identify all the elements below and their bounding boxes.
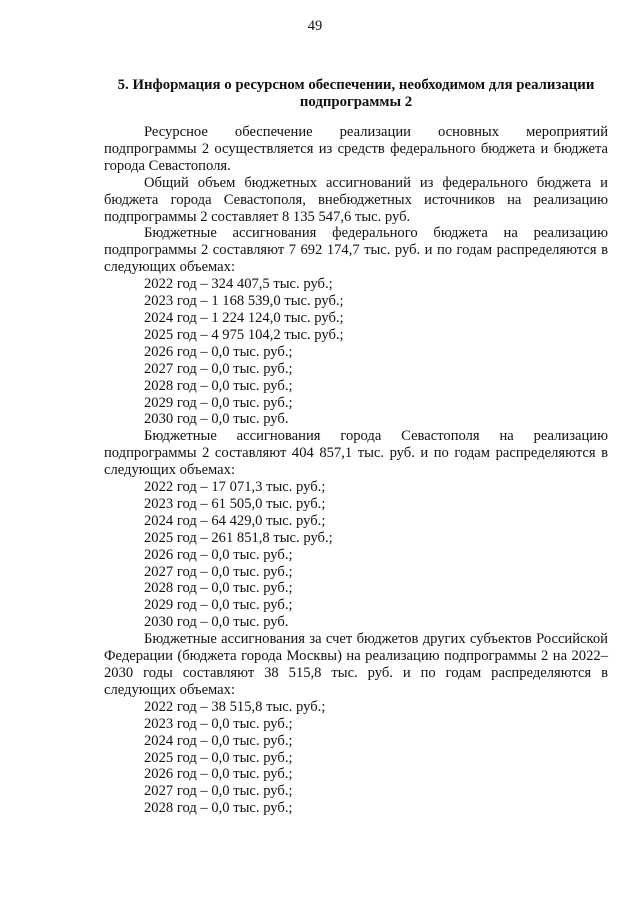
city-year-item: 2027 год – 0,0 тыс. руб.;: [144, 563, 293, 580]
federal-budget-paragraph: Бюджетные ассигнования федерального бюджета на реализацию подпрограммы 2 составляют 7 692 174,7 тыс. руб. и по годам распределяются в следующих объемах:: [104, 225, 608, 276]
city-year-item: 2025 год – 261 851,8 тыс. руб.;: [144, 529, 333, 546]
section-title-line-2: подпрограммы 2: [299, 94, 413, 110]
federal-year-item: 2027 год – 0,0 тыс. руб.;: [144, 360, 293, 377]
other-year-item: 2023 год – 0,0 тыс. руб.;: [144, 715, 293, 732]
federal-year-item: 2022 год – 324 407,5 тыс. руб.;: [144, 276, 333, 293]
other-year-item: 2027 год – 0,0 тыс. руб.;: [144, 783, 293, 800]
federal-year-item: 2026 год – 0,0 тыс. руб.;: [144, 343, 293, 360]
federal-year-item: 2023 год – 1 168 539,0 тыс. руб.;: [144, 293, 344, 310]
city-year-item: 2024 год – 64 429,0 тыс. руб.;: [144, 512, 326, 529]
intro-paragraph-1: Ресурсное обеспечение реализации основных мероприятий подпрограммы 2 осуществляется из средств федерального бюджета и бюджета города Севастополя.: [104, 124, 608, 174]
other-year-item: 2024 год – 0,0 тыс. руб.;: [144, 732, 293, 749]
intro-paragraph-2: Общий объем бюджетных ассигнований из федерального бюджета и бюджета города Севастополя, внебюджетных источников на реализацию подпрограммы 2 составляет 8 135 547,6 тыс. руб.: [104, 174, 608, 225]
section-title: [104, 77, 608, 111]
city-year-item: 2030 год – 0,0 тыс. руб.: [144, 614, 289, 631]
city-year-item: 2029 год – 0,0 тыс. руб.;: [144, 597, 293, 614]
federal-year-item: 2029 год – 0,0 тыс. руб.;: [144, 394, 293, 411]
federal-year-item: 2025 год – 4 975 104,2 тыс. руб.;: [144, 326, 344, 343]
city-budget-paragraph: Бюджетные ассигнования города Севастополя на реализацию подпрограммы 2 составляют 404 857,1 тыс. руб. и по годам распределяются в следующих объемах:: [104, 428, 608, 479]
other-subjects-budget-paragraph: Бюджетные ассигнования за счет бюджетов других субъектов Российской Федерации (бюджета города Москвы) на реализацию подпрограммы 2 на 2022–2030 годы составляют 38 515,8 тыс. руб. и по годам распределяются в следующих объемах:: [104, 631, 608, 698]
federal-year-item: 2028 год – 0,0 тыс. руб.;: [144, 377, 293, 394]
other-year-item: 2022 год – 38 515,8 тыс. руб.;: [144, 698, 326, 715]
city-year-item: 2023 год – 61 505,0 тыс. руб.;: [144, 495, 326, 512]
other-year-item: 2026 год – 0,0 тыс. руб.;: [144, 766, 293, 783]
other-year-item: 2025 год – 0,0 тыс. руб.;: [144, 749, 293, 766]
section-title-line-1: 5. Информация о ресурсном обеспечении, необходимом для реализации: [117, 77, 595, 93]
federal-year-item: 2024 год – 1 224 124,0 тыс. руб.;: [144, 309, 344, 326]
other-year-item: 2028 год – 0,0 тыс. руб.;: [144, 800, 293, 817]
city-year-item: 2022 год – 17 071,3 тыс. руб.;: [144, 479, 326, 496]
federal-year-item: 2030 год – 0,0 тыс. руб.: [144, 411, 289, 428]
document-body: [104, 124, 608, 817]
city-year-item: 2026 год – 0,0 тыс. руб.;: [144, 546, 293, 563]
city-year-item: 2028 год – 0,0 тыс. руб.;: [144, 580, 293, 597]
page-number: 49: [307, 18, 323, 34]
